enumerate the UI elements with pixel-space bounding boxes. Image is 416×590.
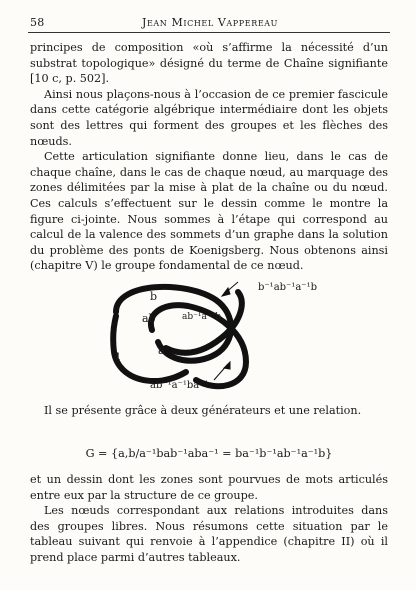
label-right: b⁻¹ab⁻¹a⁻¹b: [258, 282, 317, 293]
group-formula: G = {a,b/a⁻¹bab⁻¹aba⁻¹ = ba⁻¹b⁻¹ab⁻¹a⁻¹b}: [85, 447, 333, 460]
paragraph: et un dessin dont les zones sont pourvues de mots articulés entre eux par la structure de ce groupe.: [30, 473, 388, 502]
running-title: Jean Michel Vappereau: [141, 16, 278, 29]
label-bottom: ab⁻¹a⁻¹ba⁻¹.: [150, 380, 212, 391]
body-text-bottom: [30, 472, 388, 566]
paragraph: Cette articulation signifiante donne lieu, dans le cas de chaque chaîne, dans le cas de chaque nœud, au marquage des zones délimitées par la mise à plat de la chaîne ou du nœud. Ces calculs s’effectuent sur le dessin comme le montre la figure ci-jointe. Nous sommes à l’étape qui correspond au calcul de la valence des sommets d’un graphe dans la solution du problème des ponts de Koenigsberg. Nous obtenons ainsi (chapitre V) le groupe fondamental de ce nœud.: [30, 150, 388, 273]
zone-label-ab: ab: [142, 312, 156, 325]
zone-label-b: b: [150, 290, 158, 303]
header-rule: [28, 32, 390, 33]
paragraph: Ainsi nous plaçons-nous à l’occasion de ce premier fascicule dans cette catégorie algébrique intermédiaire dont les objets sont des lettres qui forment des groupes et les flèches des nœuds.: [30, 87, 388, 148]
zone-label-a: a: [158, 344, 165, 357]
body-text-top: [30, 40, 388, 274]
figure-number: 1: [114, 352, 121, 363]
arrow-head: [222, 288, 230, 296]
zone-label-center: ab⁻¹a⁻¹b: [182, 312, 221, 322]
body-text-middle: [30, 403, 388, 419]
page-number: 58: [30, 16, 45, 29]
paragraph: Les nœuds correspondant aux relations introduites dans des groupes libres. Nous résumons cette situation par le tableau suivant qui renvoie à l’appendice (chapitre II) où il prend place parmi d’autres tableaux.: [30, 504, 388, 564]
paragraph: Il se présente grâce à deux générateurs et une relation.: [44, 404, 362, 417]
arrow-head: [224, 362, 230, 369]
paragraph: principes de composition «où s’affirme la nécessité d’un substrat topologique» désigné du terme de Chaîne signifiante [10 c, p. 502].: [30, 41, 388, 86]
page-header: [30, 16, 390, 29]
